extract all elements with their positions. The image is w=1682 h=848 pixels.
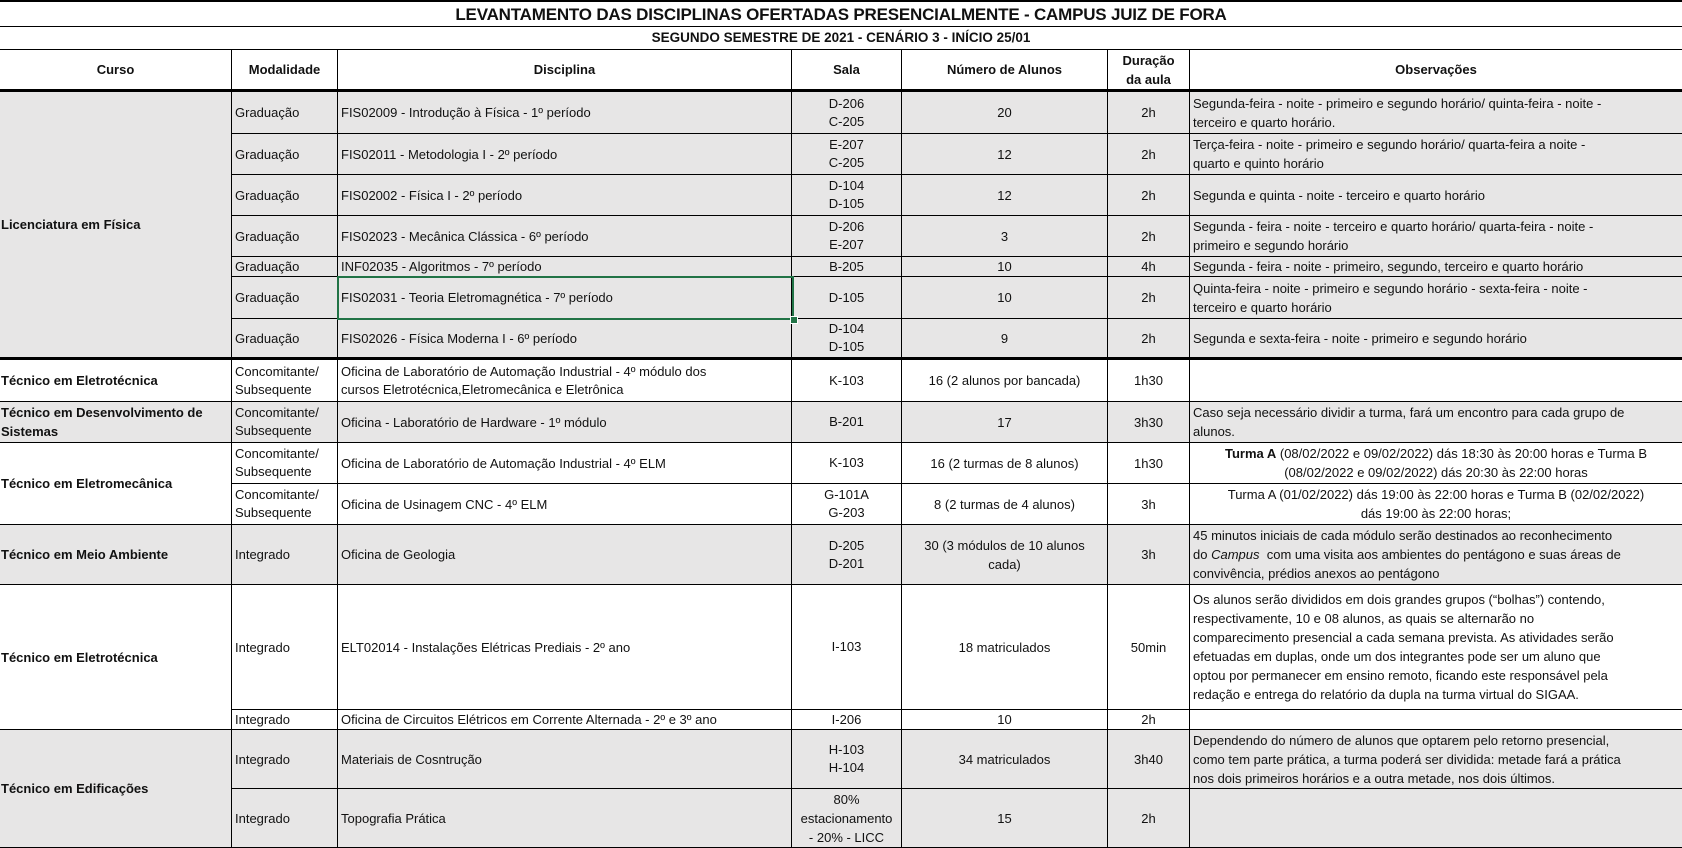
- duracao-cell[interactable]: [1108, 525, 1190, 585]
- cell-text-line: D-104: [828, 321, 865, 336]
- duracao-cell[interactable]: [1108, 175, 1190, 216]
- cell-text-line: comparecimento presencial a cada semana prevista. As atividades serão: [1193, 630, 1614, 645]
- duracao-cell[interactable]: [1108, 257, 1190, 277]
- modalidade-cell[interactable]: [232, 216, 338, 257]
- header-numero-alunos[interactable]: Número de Alunos: [902, 50, 1108, 92]
- cell-text-line: efetuadas em duplas, onde um dos integrantes pode ser um aluno que: [1193, 649, 1601, 664]
- cell-text-line: Segunda - feira - noite - terceiro e quarto horário/ quarta-feira - noite -: [1193, 219, 1594, 234]
- cell-text: 3h: [1141, 496, 1156, 512]
- cell-text: Integrado: [235, 751, 290, 767]
- observacoes-cell[interactable]: [1190, 443, 1682, 484]
- cell-text-line: Quinta-feira - noite - primeiro e segundo horário - sexta-feira - noite -: [1193, 280, 1588, 296]
- cell-text-line: Caso seja necessário dividir a turma, fará um encontro para cada grupo de: [1193, 405, 1625, 420]
- cell-text: 4h: [1141, 259, 1156, 274]
- cell-text-line: [1193, 545, 1621, 564]
- cell-text: 2h: [1141, 330, 1156, 346]
- cell-text: 2h: [1141, 105, 1156, 120]
- curso-cell[interactable]: Técnico em Meio Ambiente: [0, 525, 232, 585]
- cell-text: Materiais de Cosntrução: [341, 751, 482, 767]
- cell-text: Integrado: [235, 547, 290, 562]
- cell-text: Graduação: [235, 187, 300, 203]
- sala-cell[interactable]: [792, 789, 902, 848]
- cell-text-line: optou por permanecer em ensino remoto, ficando este responsável pela: [1193, 668, 1608, 683]
- cell-text-line: I-103: [831, 639, 862, 654]
- cell-text-line: Dependendo do número de alunos que optarem pelo retorno presencial,: [1193, 732, 1610, 748]
- cell-text-line: D-205: [828, 537, 865, 553]
- sala-cell[interactable]: [792, 92, 902, 134]
- observacoes-cell[interactable]: [1190, 257, 1682, 277]
- cell-text: FIS02031 - Teoria Eletromagnética - 7º período: [341, 290, 613, 305]
- cell-text-line: K-103: [829, 372, 864, 388]
- cell-text-line: Segunda e quinta - noite - terceiro e quarto horário: [1193, 187, 1485, 203]
- duracao-cell[interactable]: [1108, 92, 1190, 134]
- duracao-cell[interactable]: [1108, 216, 1190, 257]
- cell-text: 2h: [1141, 712, 1156, 727]
- modalidade-cell[interactable]: [232, 175, 338, 216]
- cell-text: Graduação: [235, 259, 300, 274]
- curso-cell[interactable]: Técnico em Eletromecânica: [0, 443, 232, 525]
- curso-cell[interactable]: Técnico em Edificações: [0, 730, 232, 848]
- modalidade-cell[interactable]: [232, 319, 338, 360]
- cell-text: FIS02009 - Introdução à Física - 1º período: [341, 105, 591, 120]
- curso-cell[interactable]: Técnico em Desenvolvimento de Sistemas: [0, 402, 232, 443]
- cell-text-line: respectivamente, 10 e 08 alunos, as quais se alternarão no: [1193, 611, 1535, 626]
- observacoes-cell[interactable]: [1190, 585, 1682, 710]
- cell-text-line: D-201: [828, 555, 865, 571]
- cell-text: 15: [997, 810, 1012, 826]
- observacoes-cell[interactable]: [1190, 484, 1682, 525]
- cell-text: Graduação: [235, 105, 300, 120]
- cell-text: 2h: [1141, 146, 1156, 162]
- duracao-cell[interactable]: [1108, 730, 1190, 789]
- cell-text-line: D-105: [828, 196, 865, 211]
- sala-cell[interactable]: [792, 175, 902, 216]
- cell-text: do: [1193, 547, 1212, 562]
- numero-alunos-cell[interactable]: [902, 319, 1108, 360]
- fill-handle[interactable]: [790, 316, 798, 324]
- cell-text-line: Subsequente: [235, 505, 312, 520]
- cell-text: 12: [997, 187, 1012, 203]
- cell-text: Integrado: [235, 639, 290, 655]
- numero-alunos-cell[interactable]: [902, 525, 1108, 585]
- observacoes-cell[interactable]: [1190, 319, 1682, 360]
- sala-cell[interactable]: [792, 730, 902, 789]
- numero-alunos-cell[interactable]: [902, 92, 1108, 134]
- cell-text-line: H-103: [828, 742, 865, 757]
- cell-text: FIS02002 - Física I - 2º período: [341, 187, 523, 203]
- curso-cell[interactable]: Licenciatura em Física: [0, 92, 232, 360]
- cell-text-line: Subsequente: [235, 464, 312, 479]
- cell-text-line: K-103: [829, 455, 864, 470]
- cell-text-line: D-105: [828, 339, 865, 354]
- duracao-cell[interactable]: [1108, 134, 1190, 175]
- italic-text: Campus: [1211, 547, 1260, 562]
- sheet-subtitle[interactable]: SEGUNDO SEMESTRE DE 2021 - CENÁRIO 3 - INÍCIO 25/01: [0, 27, 1682, 50]
- cell-text-line: 30 (3 módulos de 10 alunos: [924, 537, 1085, 553]
- sala-cell[interactable]: [792, 710, 902, 730]
- header-disciplina[interactable]: Disciplina: [338, 50, 792, 92]
- duracao-cell[interactable]: [1108, 360, 1190, 402]
- cell-text: 18 matriculados: [958, 639, 1051, 655]
- cell-text: Topografia Prática: [341, 810, 446, 826]
- cell-text-line: Os alunos serão divididos em dois grandes grupos (“bolhas”) contendo,: [1193, 592, 1605, 607]
- cell-text: Graduação: [235, 228, 300, 244]
- sala-cell[interactable]: [792, 484, 902, 525]
- observacoes-cell[interactable]: [1190, 710, 1682, 730]
- cell-text: Oficina de Laboratório de Automação Industrial - 4º ELM: [341, 455, 666, 471]
- sala-cell[interactable]: [792, 277, 902, 319]
- observacoes-cell[interactable]: [1190, 92, 1682, 134]
- cell-text: 2h: [1141, 228, 1156, 244]
- observacoes-cell[interactable]: [1190, 730, 1682, 789]
- observacoes-cell[interactable]: [1190, 216, 1682, 257]
- header-curso[interactable]: Curso: [0, 50, 232, 92]
- duracao-cell[interactable]: [1108, 319, 1190, 360]
- cell-text-line: Concomitante/: [235, 405, 319, 420]
- numero-alunos-cell[interactable]: [902, 730, 1108, 789]
- cell-text-line: Concomitante/: [235, 363, 319, 379]
- header-modalidade[interactable]: Modalidade: [232, 50, 338, 92]
- cell-text: 3h40: [1134, 751, 1163, 767]
- cell-text: 8 (2 turmas de 4 alunos): [934, 496, 1075, 512]
- cell-text: Graduação: [235, 290, 300, 305]
- cell-text-line: como tem parte prática, a turma poderá ser dividida: metade fará a prática: [1193, 751, 1621, 767]
- cell-text-line: H-104: [828, 760, 865, 775]
- curso-cell[interactable]: Técnico em Eletrotécnica: [0, 360, 232, 402]
- modalidade-cell[interactable]: [232, 92, 338, 134]
- cell-text: 17: [997, 414, 1012, 430]
- cell-text-line: primeiro e segundo horário: [1193, 238, 1349, 253]
- sala-cell[interactable]: [792, 216, 902, 257]
- cell-text-line: E-207: [829, 137, 864, 152]
- cell-text: 10: [997, 712, 1012, 727]
- sheet-title[interactable]: LEVANTAMENTO DAS DISCIPLINAS OFERTADAS PRESENCIALMENTE - CAMPUS JUIZ DE FORA: [0, 0, 1682, 27]
- cell-text: 16 (2 turmas de 8 alunos): [930, 455, 1079, 471]
- disciplina-cell[interactable]: [338, 216, 792, 257]
- cell-text: Oficina de Usinagem CNC - 4º ELM: [341, 496, 548, 512]
- cell-text: 3: [1000, 228, 1009, 244]
- cell-text-line: cursos Eletrotécnica,Eletromecânica e Eletrônica: [341, 381, 624, 397]
- cell-text-line: quarto e quinto horário: [1193, 156, 1324, 171]
- cell-text-line: cada): [988, 556, 1021, 572]
- cell-text: ELT02014 - Instalações Elétricas Prediais - 2º ano: [341, 639, 631, 655]
- modalidade-cell[interactable]: [232, 277, 338, 319]
- cell-text-line: C-205: [828, 113, 865, 129]
- observacoes-cell[interactable]: [1190, 277, 1682, 319]
- cell-text-line: I-206: [831, 711, 862, 727]
- observacoes-cell[interactable]: [1190, 175, 1682, 216]
- numero-alunos-cell[interactable]: [902, 277, 1108, 319]
- cell-text-line: (08/02/2022 e 09/02/2022) dás 20:30 às 22:00 horas: [1284, 465, 1588, 480]
- numero-alunos-cell[interactable]: [902, 710, 1108, 730]
- duracao-cell[interactable]: [1108, 443, 1190, 484]
- cell-text-line: C-205: [828, 155, 865, 170]
- cell-text-line: terceiro e quarto horário.: [1193, 114, 1336, 130]
- sala-cell[interactable]: [792, 443, 902, 484]
- observacoes-cell[interactable]: [1190, 789, 1682, 848]
- cell-text-line: Oficina de Laboratório de Automação Industrial - 4º módulo dos: [341, 363, 707, 379]
- duracao-cell[interactable]: [1108, 789, 1190, 848]
- modalidade-cell[interactable]: [232, 402, 338, 443]
- modalidade-cell[interactable]: [232, 585, 338, 710]
- cell-text: com uma visita aos ambientes do pentágono e suas áreas de: [1259, 547, 1621, 562]
- cell-text: 10: [997, 259, 1012, 274]
- cell-text-line: B-205: [829, 258, 864, 274]
- header-observacoes[interactable]: Observações: [1190, 50, 1682, 92]
- cell-text-line: redação e entrega do relatório da dupla na turma virtual do SIGAA.: [1193, 687, 1579, 702]
- cell-text: 50min: [1130, 639, 1167, 655]
- cell-text-line: terceiro e quarto horário: [1193, 299, 1332, 315]
- numero-alunos-cell[interactable]: [902, 402, 1108, 443]
- disciplina-cell[interactable]: [338, 175, 792, 216]
- cell-text-line: Subsequente: [235, 423, 312, 438]
- sala-cell[interactable]: [792, 257, 902, 277]
- curso-cell[interactable]: Técnico em Eletrotécnica: [0, 585, 232, 730]
- header-duracao[interactable]: Duração da aula: [1108, 50, 1190, 92]
- cell-text: FIS02026 - Física Moderna I - 6º período: [341, 330, 577, 346]
- header-sala[interactable]: Sala: [792, 50, 902, 92]
- cell-text: Graduação: [235, 330, 300, 346]
- cell-text-line: estacionamento: [800, 810, 893, 826]
- bold-text: Turma A: [1224, 446, 1277, 461]
- disciplina-cell[interactable]: [338, 710, 792, 730]
- modalidade-cell[interactable]: [232, 789, 338, 848]
- cell-text: Oficina - Laboratório de Hardware - 1º módulo: [341, 414, 607, 430]
- cell-text: 2h: [1141, 187, 1156, 203]
- disciplina-cell[interactable]: [338, 525, 792, 585]
- disciplina-cell[interactable]: [338, 789, 792, 848]
- cell-text-line: Segunda - feira - noite - primeiro, segundo, terceiro e quarto horário: [1193, 259, 1584, 274]
- modalidade-cell[interactable]: [232, 360, 338, 402]
- cell-text-line: Segunda e sexta-feira - noite - primeiro e segundo horário: [1193, 330, 1527, 346]
- modalidade-cell[interactable]: [232, 525, 338, 585]
- numero-alunos-cell[interactable]: [902, 216, 1108, 257]
- cell-text: 9: [1000, 330, 1009, 346]
- cell-text: 3h30: [1134, 414, 1163, 430]
- cell-text: 1h30: [1134, 455, 1163, 471]
- cell-text-line: [1225, 444, 1647, 463]
- cell-text-line: Concomitante/: [235, 487, 319, 502]
- cell-text: INF02035 - Algoritmos - 7º período: [341, 259, 542, 274]
- cell-text: Integrado: [235, 712, 290, 727]
- cell-text-line: convivência, prédios anexos ao pentágono: [1193, 566, 1440, 581]
- cell-text-line: 45 minutos iniciais de cada módulo serão destinados ao reconhecimento: [1193, 528, 1613, 543]
- disciplina-cell[interactable]: [338, 134, 792, 175]
- numero-alunos-cell[interactable]: [902, 134, 1108, 175]
- cell-text-line: G-203: [828, 505, 865, 520]
- cell-text-line: Terça-feira - noite - primeiro e segundo horário/ quarta-feira a noite -: [1193, 137, 1586, 152]
- cell-text: (08/02/2022 e 09/02/2022) dás 18:30 às 20:00 horas e Turma B: [1276, 446, 1648, 461]
- cell-text-line: Turma A (01/02/2022) dás 19:00 às 22:00 horas e Turma B (02/02/2022): [1227, 487, 1645, 502]
- cell-text-line: D-206: [828, 219, 865, 234]
- observacoes-cell[interactable]: [1190, 525, 1682, 585]
- cell-text: FIS02023 - Mecânica Clássica - 6º período: [341, 228, 589, 244]
- disciplina-cell[interactable]: [338, 484, 792, 525]
- duracao-cell[interactable]: [1108, 402, 1190, 443]
- cell-text-line: G-101A: [824, 487, 869, 502]
- sala-cell[interactable]: [792, 525, 902, 585]
- sala-cell[interactable]: [792, 402, 902, 443]
- modalidade-cell[interactable]: [232, 443, 338, 484]
- cell-text-line: D-206: [828, 95, 865, 111]
- sala-cell[interactable]: [792, 134, 902, 175]
- cell-text: 12: [997, 146, 1012, 162]
- disciplina-cell[interactable]: [338, 585, 792, 710]
- disciplina-cell[interactable]: [338, 257, 792, 277]
- cell-text-line: E-207: [829, 237, 864, 252]
- disciplina-cell[interactable]: [338, 730, 792, 789]
- modalidade-cell[interactable]: [232, 484, 338, 525]
- cell-text-line: D-104: [828, 178, 865, 193]
- disciplina-cell[interactable]: [338, 360, 792, 402]
- modalidade-cell[interactable]: [232, 710, 338, 730]
- sala-cell[interactable]: [792, 360, 902, 402]
- observacoes-cell[interactable]: [1190, 360, 1682, 402]
- cell-text-line: - 20% - LICC: [808, 829, 885, 845]
- modalidade-cell[interactable]: [232, 257, 338, 277]
- cell-text: 1h30: [1134, 373, 1163, 388]
- observacoes-cell[interactable]: [1190, 402, 1682, 443]
- disciplina-cell[interactable]: [338, 402, 792, 443]
- disciplina-cell[interactable]: [338, 92, 792, 134]
- observacoes-cell[interactable]: [1190, 134, 1682, 175]
- numero-alunos-cell[interactable]: [902, 585, 1108, 710]
- cell-text: 16 (2 alunos por bancada): [928, 373, 1081, 388]
- numero-alunos-cell[interactable]: [902, 360, 1108, 402]
- cell-text-line: D-105: [828, 289, 865, 305]
- cell-text: 2h: [1141, 290, 1156, 305]
- disciplina-cell[interactable]: [338, 277, 792, 319]
- cell-text-line: Subsequente: [235, 381, 312, 397]
- duracao-cell[interactable]: [1108, 277, 1190, 319]
- cell-text: 3h: [1141, 547, 1156, 562]
- disciplina-cell[interactable]: [338, 319, 792, 360]
- numero-alunos-cell[interactable]: [902, 484, 1108, 525]
- duracao-cell[interactable]: [1108, 710, 1190, 730]
- modalidade-cell[interactable]: [232, 134, 338, 175]
- cell-text-line: alunos.: [1193, 424, 1235, 439]
- numero-alunos-cell[interactable]: [902, 257, 1108, 277]
- numero-alunos-cell[interactable]: [902, 789, 1108, 848]
- cell-text: Integrado: [235, 810, 290, 826]
- cell-text: Graduação: [235, 146, 300, 162]
- numero-alunos-cell[interactable]: [902, 175, 1108, 216]
- cell-text: 34 matriculados: [958, 751, 1051, 767]
- cell-text-line: 80%: [833, 791, 860, 807]
- cell-text: Oficina de Circuitos Elétricos em Corrente Alternada - 2º e 3º ano: [341, 712, 717, 727]
- numero-alunos-cell[interactable]: [902, 443, 1108, 484]
- duracao-cell[interactable]: [1108, 585, 1190, 710]
- cell-text-line: Concomitante/: [235, 446, 319, 461]
- cell-text-line: Segunda-feira - noite - primeiro e segundo horário/ quinta-feira - noite -: [1193, 95, 1602, 111]
- cell-text-line: B-201: [829, 414, 864, 429]
- disciplina-cell[interactable]: [338, 443, 792, 484]
- cell-text: FIS02011 - Metodologia I - 2º período: [341, 146, 558, 162]
- modalidade-cell[interactable]: [232, 730, 338, 789]
- cell-text: 20: [997, 105, 1012, 120]
- cell-text: Oficina de Geologia: [341, 547, 456, 562]
- cell-text-line: nos dois primeiros horários e a outra metade, nos dois últimos.: [1193, 770, 1556, 786]
- cell-text-line: dás 19:00 às 22:00 horas;: [1360, 506, 1512, 521]
- cell-text: 10: [997, 290, 1012, 305]
- cell-text: 2h: [1141, 810, 1156, 826]
- sala-cell[interactable]: [792, 585, 902, 710]
- sala-cell[interactable]: [792, 319, 902, 360]
- duracao-cell[interactable]: [1108, 484, 1190, 525]
